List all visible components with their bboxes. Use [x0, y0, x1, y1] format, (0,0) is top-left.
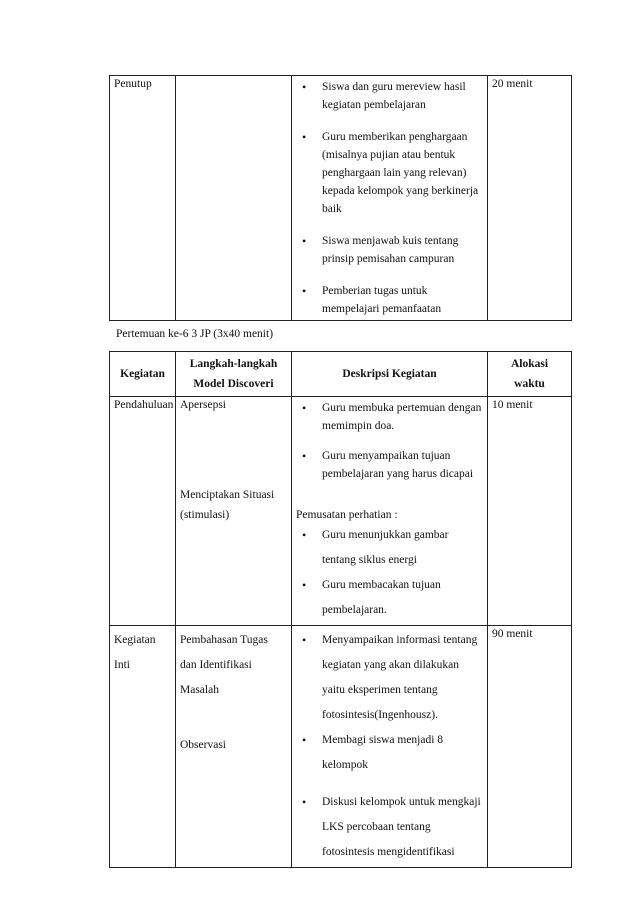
meeting-caption: Pertemuan ke-6 3 JP (3x40 menit) [116, 328, 274, 340]
list-item: • Guru menunjukkan gambar tentang siklus energi [296, 523, 483, 573]
time-cell: 20 menit [488, 76, 572, 321]
time-cell: 90 menit [488, 626, 572, 868]
header-alokasi [488, 352, 572, 397]
list-item [296, 399, 483, 435]
header-deskripsi: Deskripsi Kegiatan [292, 352, 488, 397]
time-cell: 10 menit [488, 397, 572, 626]
closing-activity-table [109, 75, 572, 321]
step-label: Observasi [180, 739, 226, 751]
step-label: Masalah [180, 684, 219, 696]
list-item: • Siswa dan guru mereview hasil kegiatan pembelajaran [296, 78, 483, 114]
header-langkah-line1: Langkah-langkah [189, 358, 278, 370]
list-item: • Siswa menjawab kuis tentang prinsip pemisahan campuran [296, 232, 483, 268]
list-item [296, 447, 483, 483]
activity-label-line2: Inti [114, 659, 130, 671]
list-item: • Guru memberikan penghargaan (misalnya pujian atau bentuk penghargaan lain yang relevan) kepada kelompok yang berkinerja baik [296, 128, 483, 218]
list-item: • Menyampaikan informasi tentang kegiatan yang akan dilakukan yaitu eksperimen tentang fotosintesis(Ingenhousz). [296, 628, 483, 728]
step-label: (stimulasi) [180, 509, 230, 521]
steps-cell [176, 397, 292, 626]
list-item-text: Guru menyampaikan tujuan pembelajaran yang harus dicapai [322, 450, 474, 480]
activity-label-line1: Kegiatan [114, 634, 156, 646]
header-alokasi-line1: Alokasi [510, 358, 549, 370]
table-row [110, 626, 572, 868]
step-label: Menciptakan Situasi [180, 489, 275, 501]
header-kegiatan: Kegiatan [110, 352, 176, 397]
description-cell [292, 76, 488, 321]
list-item: • Membagi siswa menjadi 8 kelompok [296, 728, 483, 778]
steps-cell [176, 626, 292, 868]
table-row [110, 397, 572, 626]
header-langkah-line2: Model Discoveri [193, 378, 274, 390]
focus-title: Pemusatan perhatian : [296, 509, 398, 521]
activity-label: Penutup [110, 76, 176, 321]
step-label: Apersepsi [180, 399, 226, 411]
header-langkah [176, 352, 292, 397]
table-header-row [110, 352, 572, 397]
description-cell [292, 397, 488, 626]
activity-label: Pendahuluan [110, 397, 176, 626]
description-cell [292, 626, 488, 868]
lesson-plan-table [109, 351, 572, 868]
table-row [110, 76, 572, 321]
step-label: Pembahasan Tugas [180, 634, 268, 646]
steps-cell [176, 76, 292, 321]
list-item: • Guru membacakan tujuan pembelajaran. [296, 573, 483, 623]
header-alokasi-line2: waktu [514, 378, 545, 390]
activity-label [110, 626, 176, 868]
step-label: dan Identifikasi [180, 659, 252, 671]
list-item: • Pemberian tugas untuk mempelajari pemanfaatan [296, 282, 483, 318]
list-item: • Diskusi kelompok untuk mengkaji LKS percobaan tentang fotosintesis mengidentifikasi [296, 790, 483, 865]
list-item-text: Guru membuka pertemuan dengan memimpin doa. [322, 402, 482, 432]
